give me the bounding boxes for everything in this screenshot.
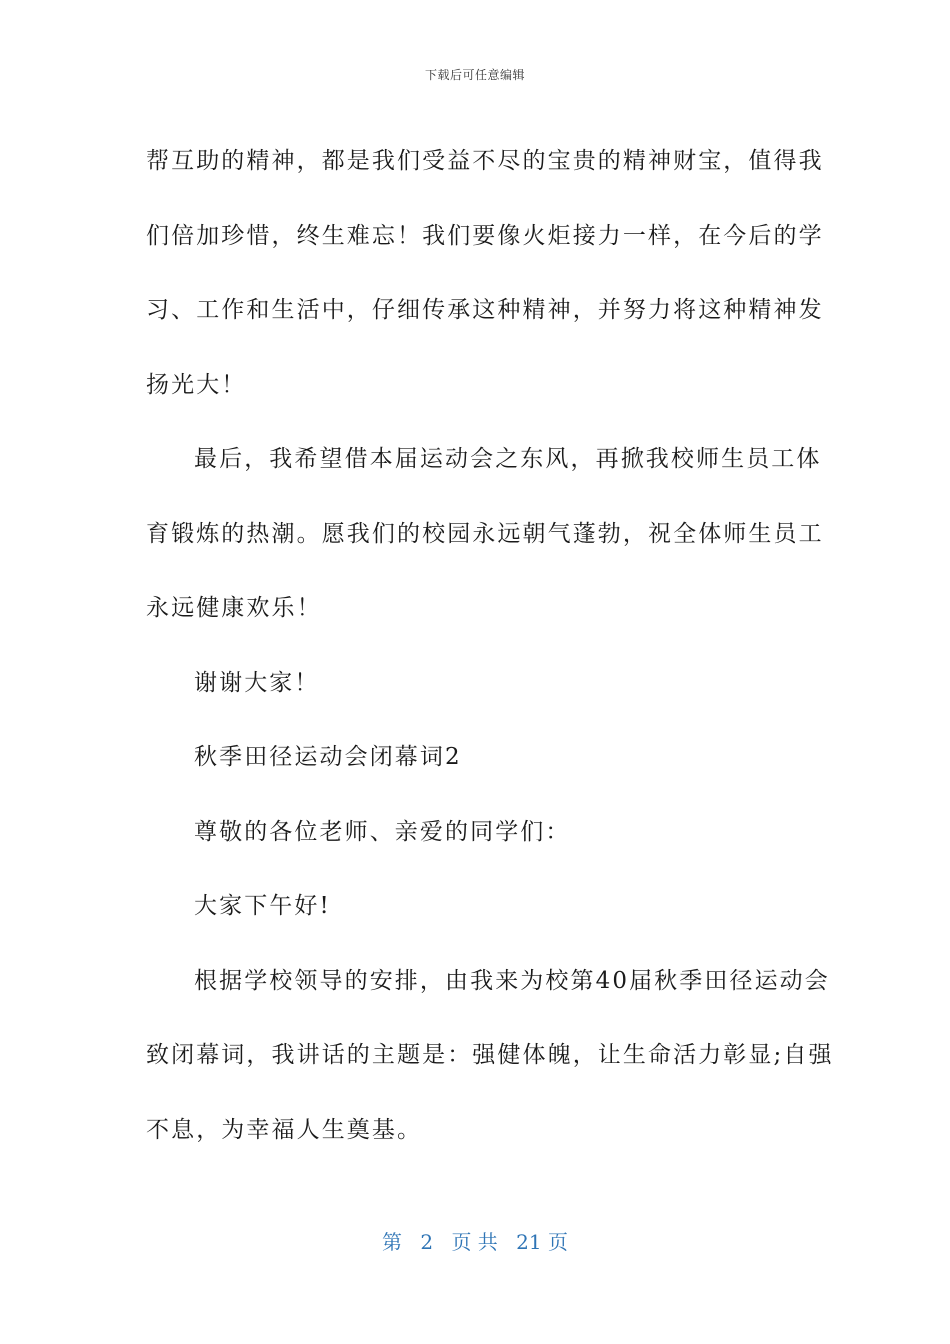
body-line: 育锻炼的热潮。愿我们的校园永远朝气蓬勃，祝全体师生员工 — [146, 520, 824, 547]
body-line: 永远健康欢乐！ — [146, 595, 322, 621]
footer-suffix: 页 — [547, 1230, 568, 1254]
body-line: 不息，为幸福人生奠基。 — [146, 1116, 423, 1143]
body-line: 习、工作和生活中，仔细传承这种精神，并努力将这种精神发 — [146, 297, 824, 323]
greeting: 大家下午好! — [194, 893, 331, 919]
body-line: 最后，我希望借本届运动会之东风，再掀我校师生员工体 — [194, 446, 822, 472]
body-line: 谢谢大家！ — [194, 669, 320, 696]
body-line: 帮互助的精神，都是我们受益不尽的宝贵的精神财宝，值得我 — [146, 148, 824, 174]
body-line: 们倍加珍惜，终生难忘！我们要像火炬接力一样，在今后的学 — [146, 222, 824, 249]
footer-middle: 页 共 — [451, 1230, 498, 1254]
body-line: 致闭幕词，我讲话的主题是：强健体魄，让生命活力彰显;自强 — [146, 1042, 834, 1068]
body-line: 根据学校领导的安排，由我来为校第40届秋季田径运动会 — [194, 967, 830, 994]
page-header: 下载后可任意编辑 — [424, 68, 525, 82]
page-footer — [0, 1226, 950, 1255]
body-line: 扬光大！ — [146, 371, 247, 398]
salutation: 尊敬的各位老师、亲爱的同学们： — [194, 818, 571, 845]
section-title: 秋季田径运动会闭幕词2 — [194, 744, 462, 770]
footer-prefix: 第 — [382, 1230, 402, 1254]
document-body — [146, 124, 834, 1167]
footer-total-pages: 21 — [516, 1230, 542, 1254]
footer-page-number: 2 — [420, 1230, 434, 1254]
